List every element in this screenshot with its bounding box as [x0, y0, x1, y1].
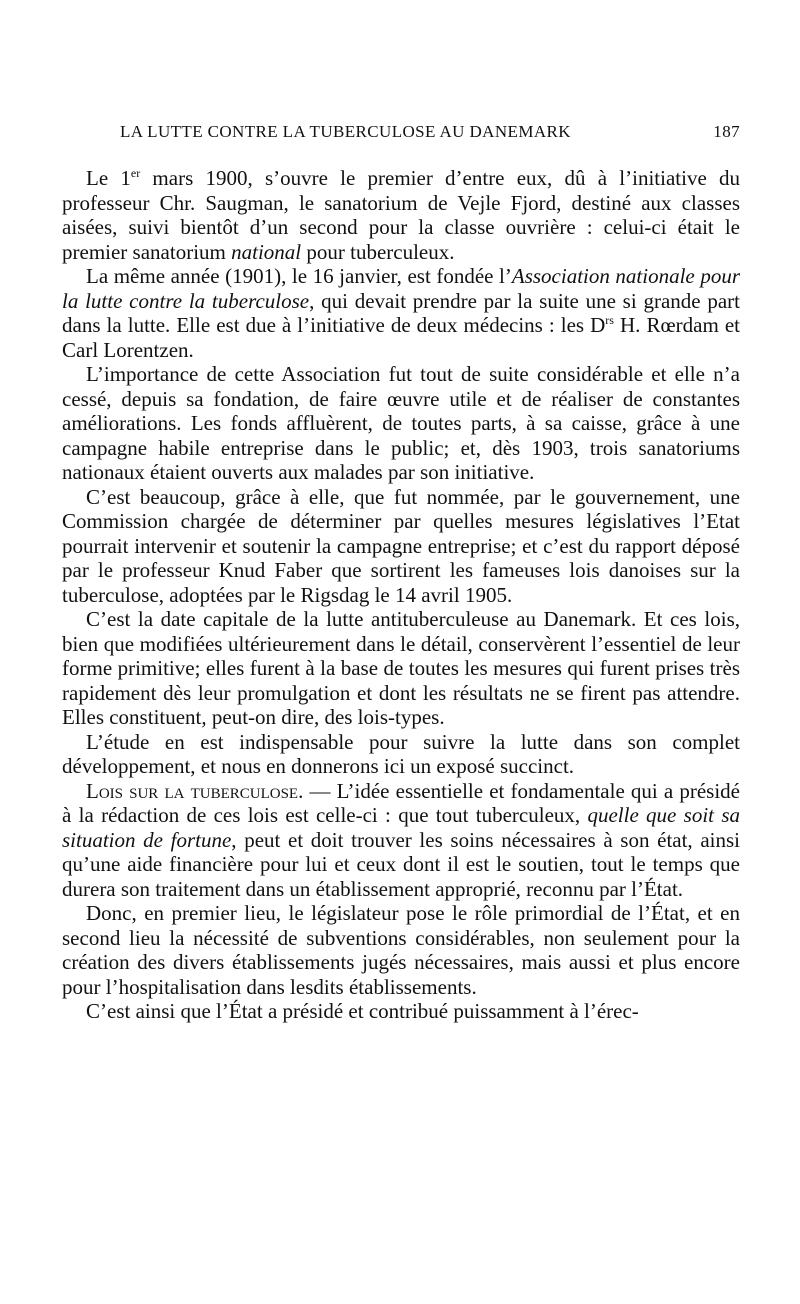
- paragraph: [62, 779, 740, 902]
- text-run: L’étude en est indispensable pour suivre la lutte dans son complet développement, et nous en donnerons ici un exposé succinct.: [62, 729, 740, 778]
- body-text: [62, 166, 740, 1024]
- page-number: 187: [713, 122, 740, 141]
- paragraph: [62, 264, 740, 362]
- text-run: Donc, en premier lieu, le législateur pose le rôle primordial de l’État, et en second lieu la nécessité de subventions considérables, non seulement pour la création des divers établissements jugés nécessaires, mais aussi et plus encore pour l’hospitalisation dans lesdits établissements.: [62, 901, 740, 999]
- text-run: mars 1900, s’ouvre le premier d’entre eux, dû à l’initiative du professeur Chr. Saugman, le sanatorium de Vejle Fjord, destiné aux classes aisées, suivi bientôt d’un second pour la classe ouvrière : celui-ci était le premier sanatorium: [62, 166, 740, 264]
- text-run: , peut et doit trouver les soins nécessaires à son état, ainsi qu’une aide financière pour lui et ceux dont il est le soutien, tout le temps que durera son traitement dans un établissement approprié, reconnu par l’État.: [62, 827, 740, 901]
- paragraph: [62, 607, 740, 730]
- text-run: La même année (1901), le 16 janvier, est fondée l’: [86, 264, 512, 288]
- superscript-text: rs: [605, 313, 614, 327]
- text-run: Le 1: [86, 166, 131, 190]
- italic-text: national: [231, 239, 302, 264]
- paragraph: [62, 362, 740, 485]
- paragraph: [62, 730, 740, 779]
- paragraph: [62, 485, 740, 608]
- section-heading-run: Lois sur la tuberculose.: [86, 778, 304, 803]
- text-run: — L’idée essentielle et fondamentale qui a présidé à la rédaction de ces lois est celle-ci : que tout tuberculeux,: [62, 778, 740, 827]
- paragraph: [62, 166, 740, 264]
- text-run: C’est ainsi que l’État a présidé et contribué puissamment à l’érec-: [86, 999, 639, 1023]
- paragraph: [62, 999, 740, 1024]
- text-run: C’est beaucoup, grâce à elle, que fut nommée, par le gouvernement, une Commission chargée de déterminer par quelles mesures législatives l’Etat pourrait intervenir et soutenir la campagne entreprise; et c’est du rapport déposé par le professeur Knud Faber que sortirent les fameuses lois danoises sur la tuberculose, adoptées par le Rigsdag le 14 avril 1905.: [62, 484, 740, 607]
- text-run: L’importance de cette Association fut tout de suite considérable et elle n’a cessé, depuis sa fondation, de faire œuvre utile et de réaliser de constantes améliorations. Les fonds affluèrent, de toutes parts, à sa caisse, grâce à une campagne habile entreprise dans le public; et, dès 1903, trois sanatoriums nationaux étaient ouverts aux malades par son initiative.: [62, 362, 740, 484]
- text-run: pour tuberculeux.: [301, 239, 455, 264]
- superscript-text: er: [130, 166, 141, 180]
- running-title: LA LUTTE CONTRE LA TUBERCULOSE AU DANEMARK: [120, 122, 571, 141]
- text-run: , qui devait prendre par la suite une si grande part dans la lutte. Elle est due à l’initiative de deux médecins : les D: [62, 288, 740, 337]
- text-run: H. Rœrdam et Carl Lorentzen.: [62, 313, 740, 362]
- italic-text: Association nationale pour la lutte contre la tuberculose: [62, 264, 740, 313]
- paragraph: [62, 901, 740, 999]
- text-run: C’est la date capitale de la lutte antituberculeuse au Danemark. Et ces lois, bien que modifiées ultérieurement dans le détail, conservèrent l’essentiel de leur forme primitive; elles furent à la base de toutes les mesures qui furent prises très rapidement dès leur promulgation et dont les résultats ne se firent pas attendre. Elles constituent, peut-on dire, des lois-types.: [62, 607, 740, 729]
- italic-text: quelle que soit sa situation de fortune: [62, 803, 740, 852]
